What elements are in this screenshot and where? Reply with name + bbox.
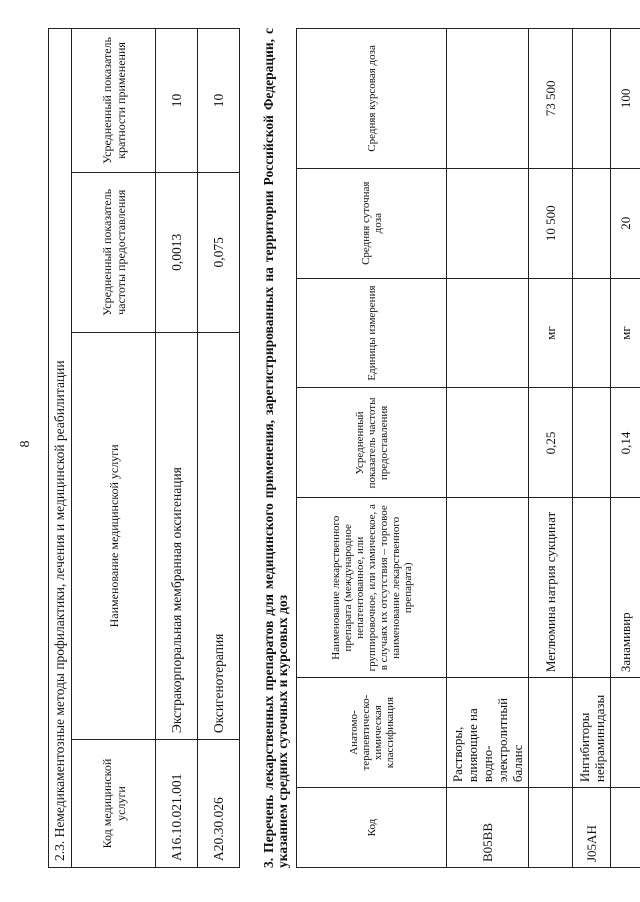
header-code: Код xyxy=(297,788,447,868)
header-course-dose: Средняя курсовая доза xyxy=(297,29,447,169)
header-multiplicity: Усредненный показатель кратности применения xyxy=(72,29,156,173)
service-code: А16.10.021.001 xyxy=(156,740,198,868)
page-number: 8 xyxy=(18,440,33,448)
drug-daily-dose: 10 500 xyxy=(529,168,573,278)
drug-row xyxy=(611,29,640,868)
header-daily-dose: Средняя суточная доза xyxy=(297,168,447,278)
section-title-row xyxy=(49,29,72,868)
drug-units: мг xyxy=(529,278,573,388)
section-2-3-title: 2.3. Немедикаментозные методы профилактики, лечения и медицинской реабилитации xyxy=(49,29,72,868)
drug-units: мг xyxy=(611,278,640,388)
service-name: Экстракорпоральная мембранная оксигенация xyxy=(156,332,198,739)
service-code: А20.30.026 xyxy=(198,740,240,868)
group-row xyxy=(447,29,529,868)
group-code: B05BB xyxy=(447,788,529,868)
header-frequency: Усредненный показатель частоты предоставления xyxy=(72,172,156,332)
header-service-name: Наименование медицинской услуги xyxy=(72,332,156,739)
group-code: J05AH xyxy=(573,788,611,868)
drug-row xyxy=(529,29,573,868)
drugs-table xyxy=(296,28,640,868)
service-name: Оксигенотерапия xyxy=(198,332,240,739)
rotated-document-body xyxy=(48,28,633,868)
services-table xyxy=(48,28,240,868)
table-header-row xyxy=(72,29,156,868)
drug-course-dose: 100 xyxy=(611,29,640,169)
section-3-heading: 3. Перечень лекарственных препаратов для медицинского применения, зарегистрированных на территории Российской Федерации, с указанием средних суточных и курсовых доз xyxy=(261,28,290,868)
drug-frequency: 0,14 xyxy=(611,388,640,498)
table-header-row xyxy=(297,29,447,868)
drug-course-dose: 73 500 xyxy=(529,29,573,169)
drug-daily-dose: 20 xyxy=(611,168,640,278)
header-drug-name: Наименование лекарственного препарата (международное непатентованное, или группировочное, или химическое, а в случаях их отсутствия – торговое наименование лекарственного препарата) xyxy=(297,498,447,678)
service-frequency: 0,0013 xyxy=(156,172,198,332)
service-frequency: 0,075 xyxy=(198,172,240,332)
service-multiplicity: 10 xyxy=(156,29,198,173)
header-frequency: Усредненный показатель частоты предоставления xyxy=(297,388,447,498)
group-atc: Растворы, влияющие на водно-электролитный баланс xyxy=(447,678,529,788)
header-units: Единицы измерения xyxy=(297,278,447,388)
group-atc: Ингибиторы нейраминидазы xyxy=(573,678,611,788)
header-atc: Анатомо-терапевтическо-химическая классификация xyxy=(297,678,447,788)
table-row xyxy=(198,29,240,868)
service-multiplicity: 10 xyxy=(198,29,240,173)
drug-name: Занамивир xyxy=(611,498,640,678)
header-service-code: Код медицинской услуги xyxy=(72,740,156,868)
drug-frequency: 0,25 xyxy=(529,388,573,498)
drug-name: Меглюмина натрия сукцинат xyxy=(529,498,573,678)
table-row xyxy=(156,29,198,868)
group-row xyxy=(573,29,611,868)
